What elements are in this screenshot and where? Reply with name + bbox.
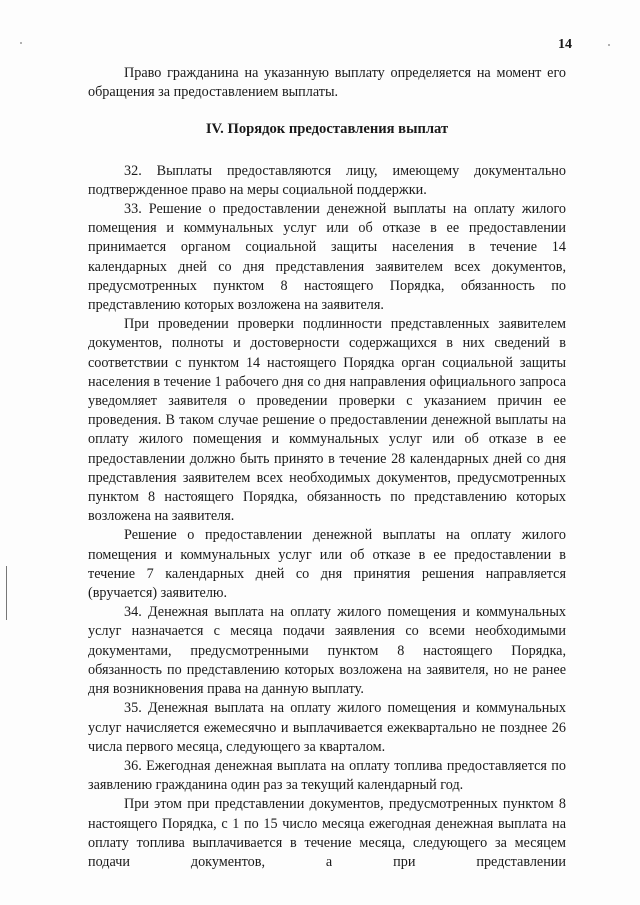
paragraph-34: 34. Денежная выплата на оплату жилого помещения и коммунальных услуг назначается с месяца подачи заявления со всеми необходимыми документами, предусмотренными пунктом 8 настоящего Порядка, обязанность по представлению которых возложена на заявителя, но не ранее дня возникновения права на данную выплату. bbox=[88, 604, 566, 698]
page-number: 14 bbox=[558, 37, 572, 52]
document-body bbox=[88, 64, 566, 872]
margin-mark-line bbox=[6, 566, 7, 620]
paragraph-fuel-payment: При этом при представлении документов, предусмотренных пунктом 8 настоящего Порядка, с 1 по 15 число месяца ежегодная денежная выплата на оплату топлива выплачивается в течение месяца, следующего за месяцем подачи документов, а при представлении bbox=[88, 796, 566, 870]
paragraph-36: 36. Ежегодная денежная выплата на оплату топлива предоставляется по заявлению гражданина один раз за текущий календарный год. bbox=[88, 757, 566, 794]
paragraph-32: 32. Выплаты предоставляются лицу, имеющему документально подтвержденное право на меры социальной поддержки. bbox=[88, 162, 566, 198]
section-heading: IV. Порядок предоставления выплат bbox=[205, 121, 449, 138]
paragraph-decision-notice: Решение о предоставлении денежной выплаты на оплату жилого помещения и коммунальных услуг или об отказе в ее предоставлении в течение 7 календарных дней со дня принятия решения направляется (вручается) заявителю. bbox=[88, 527, 566, 602]
scan-speck bbox=[20, 42, 22, 44]
paragraph-33: 33. Решение о предоставлении денежной выплаты на оплату жилого помещения и коммунальных услуг или об отказе в ее предоставлении принимается органом социальной защиты населения в течение 14 календарных дней со дня представления заявителем всех документов, предусмотренных пунктом 8 настоящего Порядка, обязанность по представлению которых возложена на заявителя. bbox=[88, 201, 566, 314]
paragraph-verification: При проведении проверки подлинности представленных заявителем документов, полноты и достоверности содержащихся в них сведений в соответствии с пунктом 14 настоящего Порядка орган социальной защиты населения в течение 1 рабочего дня со дня направления официального запроса уведомляет заявителя о проведении проверки с указанием причин ее проведения. В таком случае решение о предоставлении денежной выплаты на оплату жилого помещения и коммунальных услуг или об отказе в ее предоставлении должно быть принято в течение 28 календарных дней со дня представления заявителем всех необходимых документов, предусмотренных пунктом 8 настоящего Порядка, обязанность по представлению которых возложена на заявителя. bbox=[88, 316, 566, 525]
scan-speck bbox=[608, 44, 610, 46]
paragraph-right-determination: Право гражданина на указанную выплату определяется на момент его обращения за предоставлением выплаты. bbox=[88, 65, 566, 101]
paragraph-35: 35. Денежная выплата на оплату жилого помещения и коммунальных услуг начисляется ежемесячно и выплачивается ежеквартально не позднее 26 числа первого месяца, следующего за кварталом. bbox=[88, 700, 566, 755]
